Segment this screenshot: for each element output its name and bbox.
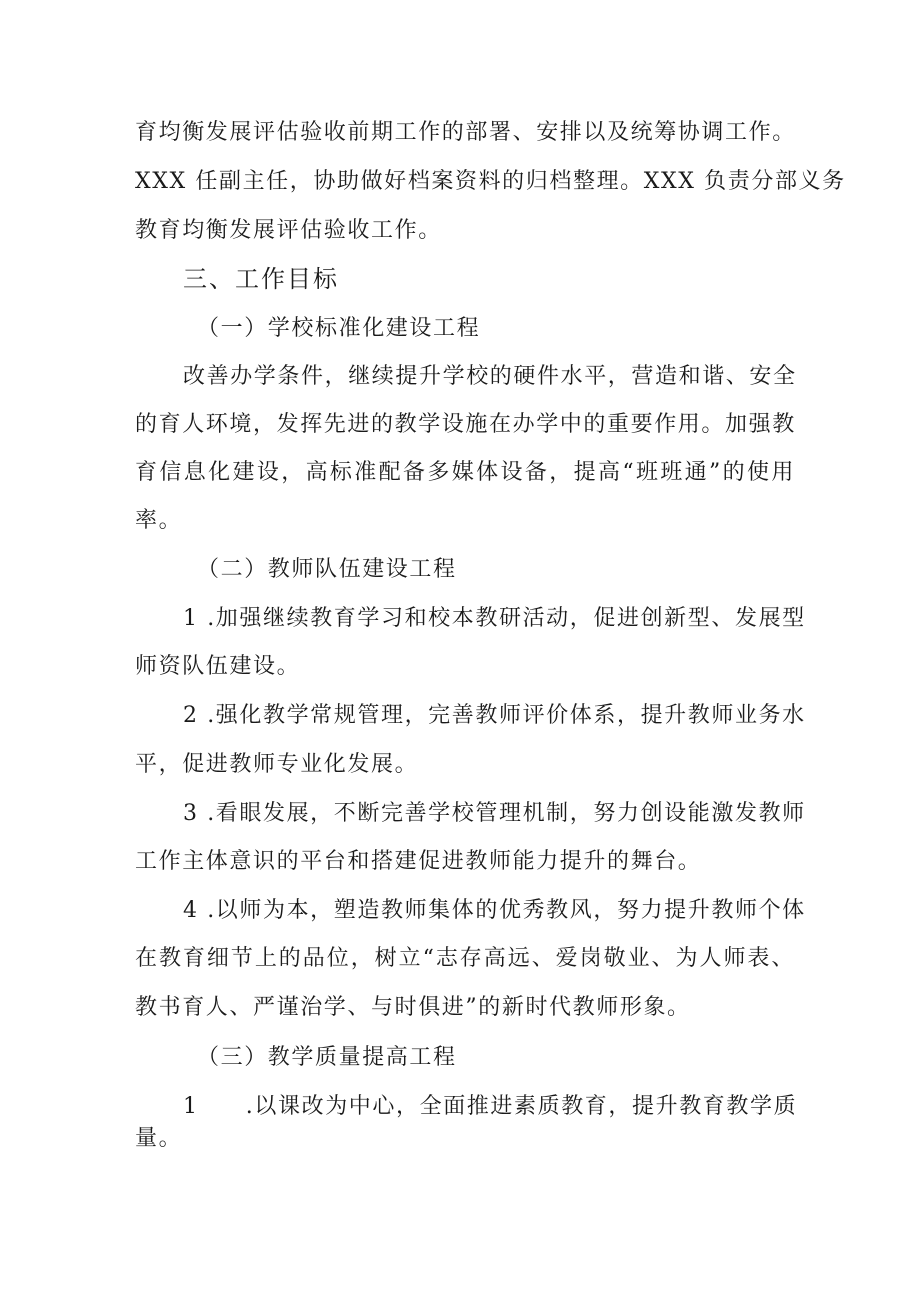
section-heading: 三、工作目标 — [183, 265, 339, 293]
list-item-line: 3 .看眼发展，不断完善学校管理机制，努力创设能激发教师 — [183, 801, 806, 826]
list-item-line: 在教育细节上的品位，树立“志存高远、爱岗敬业、为人师表、 — [135, 946, 795, 971]
paragraph-line: XXX 任副主任，协助做好档案资料的归档整理。XXX 负责分部义务 — [135, 169, 846, 194]
list-item-line: 量。 — [135, 1126, 183, 1151]
paragraph-line: 率。 — [135, 508, 183, 533]
list-item-line: 工作主体意识的平台和搭建促进教师能力提升的舞台。 — [135, 849, 702, 874]
paragraph-line: 的育人环境，发挥先进的教学设施在办学中的重要作用。加强教 — [135, 412, 796, 437]
list-item-line: 师资队伍建设。 — [135, 654, 301, 679]
paragraph-line: 育均衡发展评估验收前期工作的部署、安排以及统筹协调工作。 — [135, 120, 796, 145]
list-item-line: 2 .强化教学常规管理，完善教师评价体系，提升教师业务水 — [183, 703, 806, 728]
subsection-heading: （三）教学质量提高工程 — [197, 1045, 457, 1070]
paragraph-line: 育信息化建设，高标准配备多媒体设备，提高“班班通”的使用 — [135, 460, 795, 485]
paragraph-line: 教育均衡发展评估验收工作。 — [135, 218, 442, 243]
paragraph-line: 改善办学条件，继续提升学校的硬件水平，营造和谐、安全 — [183, 364, 797, 389]
subsection-heading: （一）学校标准化建设工程 — [197, 316, 481, 341]
list-item-line: 平，促进教师专业化发展。 — [135, 752, 419, 777]
list-item-line: 教书育人、严谨治学、与时俱进”的新时代教师形象。 — [135, 995, 691, 1020]
subsection-heading: （二）教师队伍建设工程 — [197, 557, 457, 582]
list-item-line: 1 .以课改为中心，全面推进素质教育，提升教育教学质 — [183, 1094, 798, 1119]
list-item-line: 4 .以师为本，塑造教师集体的优秀教风，努力提升教师个体 — [183, 898, 806, 923]
list-item-line: 1 .加强继续教育学习和校本教研活动，促进创新型、发展型 — [183, 606, 806, 631]
